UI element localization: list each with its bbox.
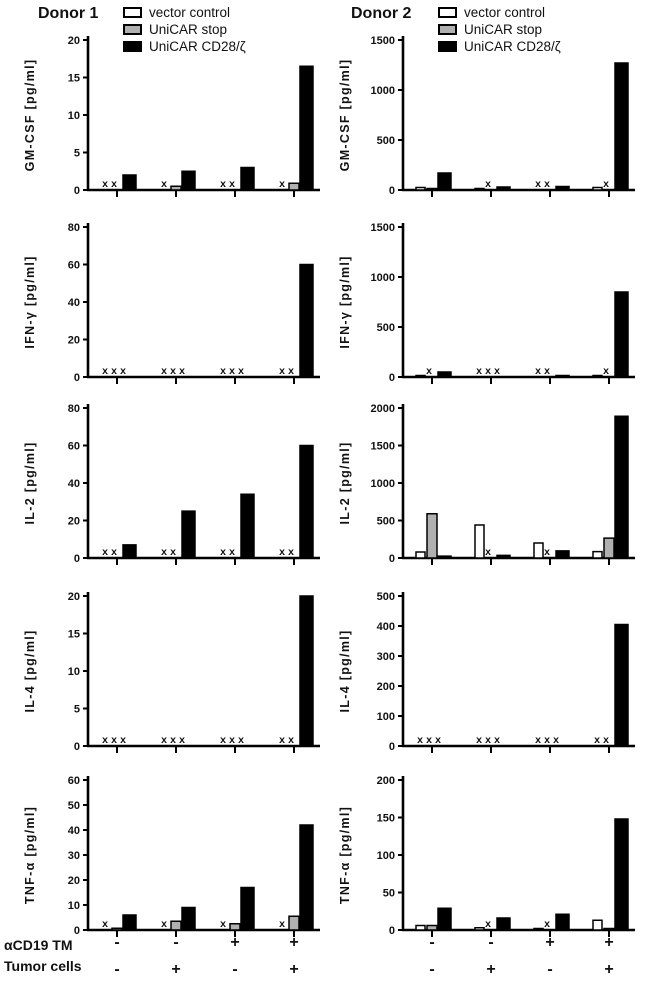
y-tick-label: 40 <box>67 297 80 309</box>
below-detection-marker: x <box>179 734 185 746</box>
y-tick-label: 20 <box>67 334 80 347</box>
below-detection-marker: x <box>220 178 226 190</box>
bar-unicar-cd28z <box>556 376 569 378</box>
bar-vector-control <box>416 926 425 931</box>
y-tick-label: 0 <box>388 741 395 753</box>
bar-unicar-cd28z <box>123 545 136 558</box>
y-axis-label: IFN-γ [pg/ml] <box>23 255 37 349</box>
bar-vector-control <box>534 543 543 558</box>
bar-unicar-stop <box>230 924 240 930</box>
below-detection-marker: x <box>111 178 117 190</box>
bar-vector-control <box>416 552 425 558</box>
y-tick-label: 20 <box>67 515 80 528</box>
below-detection-marker: x <box>161 178 167 190</box>
vector-control-swatch-icon <box>123 7 142 18</box>
bar-unicar-stop <box>604 538 614 558</box>
below-detection-marker: x <box>279 734 285 746</box>
below-detection-marker: x <box>170 734 176 746</box>
y-axis-label: IFN-γ [pg/ml] <box>338 255 352 349</box>
below-detection-marker: x <box>111 546 117 558</box>
y-tick-label: 150 <box>376 812 395 825</box>
y-tick-label: 1500 <box>370 222 395 234</box>
y-tick-label: 50 <box>67 800 80 812</box>
below-detection-marker: x <box>111 365 117 377</box>
y-tick-label: 20 <box>67 875 80 887</box>
y-tick-label: 10 <box>67 110 80 122</box>
y-tick-label: 500 <box>376 322 395 334</box>
below-detection-marker: x <box>238 734 244 746</box>
chart-donor2-gm-csf <box>323 30 640 206</box>
bar-unicar-cd28z <box>556 187 569 191</box>
y-axis-label: GM-CSF [pg/ml] <box>23 58 37 172</box>
y-tick-label: 20 <box>67 35 80 47</box>
bar-unicar-cd28z <box>300 446 313 559</box>
bar-chart-svg <box>8 398 325 574</box>
below-detection-marker: x <box>170 546 176 558</box>
bar-chart-svg <box>8 586 325 762</box>
bar-unicar-cd28z <box>556 914 569 930</box>
y-tick-label: 30 <box>67 850 80 862</box>
below-detection-marker: x <box>102 918 108 930</box>
y-tick-label: 60 <box>67 440 80 453</box>
below-detection-marker: x <box>494 734 500 746</box>
bar-chart-svg <box>323 30 640 206</box>
acd19-sign-d1-g2: - <box>173 934 179 951</box>
bar-unicar-cd28z <box>182 171 195 190</box>
bar-unicar-cd28z <box>123 915 136 930</box>
below-detection-marker: x <box>485 178 491 190</box>
below-detection-marker: x <box>535 178 541 190</box>
below-detection-marker: x <box>544 546 550 558</box>
legend-label: UniCAR CD28/ζ <box>149 39 246 54</box>
below-detection-marker: x <box>220 546 226 558</box>
y-tick-label: 100 <box>376 850 395 862</box>
bar-unicar-cd28z <box>438 372 451 377</box>
below-detection-marker: x <box>220 365 226 377</box>
tumor-sign-d2-g2: + <box>486 961 496 978</box>
bar-unicar-stop <box>171 921 181 930</box>
y-tick-label: 5 <box>73 703 80 716</box>
y-tick-label: 60 <box>67 259 80 272</box>
y-axis-label: TNF-α [pg/ml] <box>23 805 37 905</box>
below-detection-marker: x <box>594 734 600 746</box>
y-tick-label: 5 <box>73 147 80 160</box>
legend-item-vector-control <box>123 4 246 21</box>
y-tick-label: 80 <box>67 403 80 415</box>
legend-label: UniCAR stop <box>149 22 228 37</box>
below-detection-marker: x <box>279 365 285 377</box>
bar-vector-control <box>593 376 602 378</box>
bar-chart-svg <box>323 398 640 574</box>
below-detection-marker: x <box>229 178 235 190</box>
bar-unicar-cd28z <box>300 596 313 746</box>
tumor-cells-row-label: Tumor cells <box>4 958 82 974</box>
below-detection-marker: x <box>603 178 609 190</box>
bar-unicar-cd28z <box>241 168 254 191</box>
bar-unicar-cd28z <box>497 555 510 558</box>
tumor-sign-d2-g3: - <box>547 961 553 978</box>
y-tick-label: 15 <box>67 628 80 641</box>
tumor-sign-d1-g2: + <box>171 961 181 978</box>
bar-vector-control <box>475 525 484 558</box>
bar-vector-control <box>534 929 543 931</box>
below-detection-marker: x <box>535 734 541 746</box>
y-tick-label: 40 <box>67 825 80 837</box>
bar-unicar-stop <box>427 514 437 558</box>
below-detection-marker: x <box>485 546 491 558</box>
bar-unicar-stop <box>112 928 122 930</box>
below-detection-marker: x <box>161 546 167 558</box>
bar-unicar-cd28z <box>182 908 195 931</box>
legend-label: UniCAR CD28/ζ <box>464 39 561 54</box>
y-tick-label: 0 <box>388 925 395 937</box>
bar-unicar-stop <box>427 189 437 191</box>
tumor-sign-d1-g1: - <box>114 961 120 978</box>
below-detection-marker: x <box>229 734 235 746</box>
vector-control-swatch-icon <box>438 7 457 18</box>
y-tick-label: 1000 <box>370 272 395 284</box>
bar-unicar-cd28z <box>615 625 628 747</box>
bar-vector-control <box>416 376 425 378</box>
y-tick-label: 200 <box>376 775 395 787</box>
below-detection-marker: x <box>161 734 167 746</box>
y-axis-label: TNF-α [pg/ml] <box>338 805 352 905</box>
bar-chart-svg <box>323 770 640 946</box>
bar-unicar-cd28z <box>123 175 136 190</box>
y-tick-label: 10 <box>67 666 80 678</box>
y-tick-label: 40 <box>67 478 80 490</box>
y-tick-label: 500 <box>376 515 395 528</box>
acd19-sign-d1-g3: + <box>230 934 240 951</box>
y-tick-label: 500 <box>376 591 395 603</box>
bar-unicar-cd28z <box>438 908 451 930</box>
below-detection-marker: x <box>229 546 235 558</box>
below-detection-marker: x <box>220 734 226 746</box>
bar-unicar-stop <box>289 183 299 190</box>
below-detection-marker: x <box>102 178 108 190</box>
bar-unicar-stop <box>427 926 437 931</box>
below-detection-marker: x <box>426 734 432 746</box>
below-detection-marker: x <box>220 918 226 930</box>
bar-unicar-cd28z <box>241 888 254 931</box>
bar-unicar-cd28z <box>615 292 628 377</box>
y-tick-label: 2000 <box>370 403 395 415</box>
y-axis-label: IL-2 [pg/ml] <box>23 441 37 525</box>
donor2-title: Donor 2 <box>351 5 412 22</box>
y-tick-label: 100 <box>376 711 395 723</box>
y-tick-label: 300 <box>376 651 395 663</box>
below-detection-marker: x <box>279 178 285 190</box>
below-detection-marker: x <box>435 734 441 746</box>
below-detection-marker: x <box>161 365 167 377</box>
bar-unicar-cd28z <box>438 173 451 190</box>
y-tick-label: 0 <box>73 185 80 197</box>
chart-donor2-il-2 <box>323 398 640 574</box>
y-axis-label: GM-CSF [pg/ml] <box>338 58 352 172</box>
y-tick-label: 80 <box>67 222 80 234</box>
below-detection-marker: x <box>494 365 500 377</box>
legend-item-vector-control <box>438 4 561 21</box>
bar-vector-control <box>475 928 484 930</box>
bar-unicar-stop <box>604 929 614 931</box>
below-detection-marker: x <box>553 734 559 746</box>
bar-unicar-cd28z <box>300 66 313 190</box>
below-detection-marker: x <box>102 734 108 746</box>
below-detection-marker: x <box>161 918 167 930</box>
bar-unicar-cd28z <box>615 819 628 930</box>
donor1-title: Donor 1 <box>38 5 99 22</box>
y-tick-label: 200 <box>376 681 395 693</box>
below-detection-marker: x <box>426 365 432 377</box>
y-tick-label: 0 <box>388 553 395 565</box>
chart-donor1-il-4 <box>8 586 325 762</box>
below-detection-marker: x <box>544 365 550 377</box>
bar-vector-control <box>475 189 484 191</box>
below-detection-marker: x <box>279 918 285 930</box>
below-detection-marker: x <box>179 365 185 377</box>
below-detection-marker: x <box>544 734 550 746</box>
acd19-tm-row-label: αCD19 TM <box>4 937 73 953</box>
bar-unicar-cd28z <box>497 918 510 930</box>
y-tick-label: 10 <box>67 900 80 912</box>
y-tick-label: 50 <box>382 887 395 900</box>
y-tick-label: 0 <box>388 185 395 197</box>
bar-unicar-cd28z <box>556 551 569 558</box>
y-tick-label: 20 <box>67 591 80 603</box>
y-tick-label: 60 <box>67 775 80 787</box>
below-detection-marker: x <box>229 365 235 377</box>
y-tick-label: 0 <box>388 372 395 384</box>
below-detection-marker: x <box>288 365 294 377</box>
tumor-sign-d2-g1: - <box>429 961 435 978</box>
below-detection-marker: x <box>535 365 541 377</box>
chart-donor2-tnf-alpha <box>323 770 640 946</box>
bar-vector-control <box>593 552 602 558</box>
below-detection-marker: x <box>485 365 491 377</box>
chart-donor2-il-4 <box>323 586 640 762</box>
legend-label: UniCAR stop <box>464 22 543 37</box>
chart-donor2-ifn-gamma <box>323 217 640 393</box>
acd19-sign-d1-g1: - <box>114 934 120 951</box>
tumor-sign-d1-g3: - <box>232 961 238 978</box>
bar-vector-control <box>593 188 602 191</box>
acd19-sign-d2-g2: - <box>488 934 494 951</box>
acd19-sign-d2-g4: + <box>604 934 614 951</box>
bar-unicar-stop <box>289 916 299 930</box>
y-tick-label: 0 <box>73 372 80 384</box>
below-detection-marker: x <box>603 365 609 377</box>
y-axis-label: IL-4 [pg/ml] <box>338 629 352 713</box>
bar-chart-svg <box>323 217 640 393</box>
acd19-sign-d2-g1: - <box>429 934 435 951</box>
bar-chart-svg <box>8 217 325 393</box>
chart-donor1-il-2 <box>8 398 325 574</box>
below-detection-marker: x <box>279 546 285 558</box>
y-axis-label: IL-2 [pg/ml] <box>338 441 352 525</box>
chart-donor1-gm-csf <box>8 30 325 206</box>
bar-unicar-cd28z <box>241 494 254 558</box>
bar-chart-svg <box>323 586 640 762</box>
bar-unicar-cd28z <box>300 265 313 378</box>
y-tick-label: 15 <box>67 72 80 85</box>
y-axis-label: IL-4 [pg/ml] <box>23 629 37 713</box>
bar-chart-svg <box>8 770 325 946</box>
bar-unicar-cd28z <box>615 416 628 558</box>
bar-unicar-cd28z <box>300 825 313 930</box>
below-detection-marker: x <box>544 178 550 190</box>
tumor-sign-d1-g4: + <box>289 961 299 978</box>
below-detection-marker: x <box>485 918 491 930</box>
below-detection-marker: x <box>417 734 423 746</box>
chart-donor1-tnf-alpha <box>8 770 325 946</box>
y-tick-label: 1000 <box>370 478 395 490</box>
y-tick-label: 400 <box>376 621 395 633</box>
y-tick-label: 0 <box>73 925 80 937</box>
below-detection-marker: x <box>603 734 609 746</box>
bar-unicar-cd28z <box>438 556 451 558</box>
below-detection-marker: x <box>120 365 126 377</box>
below-detection-marker: x <box>111 734 117 746</box>
chart-donor1-ifn-gamma <box>8 217 325 393</box>
y-tick-label: 1500 <box>370 35 395 47</box>
legend-label: vector control <box>464 5 546 20</box>
bar-unicar-cd28z <box>615 63 628 190</box>
below-detection-marker: x <box>476 734 482 746</box>
legend-label: vector control <box>149 5 231 20</box>
bar-vector-control <box>416 188 425 191</box>
y-tick-label: 1000 <box>370 85 395 97</box>
bar-unicar-cd28z <box>182 511 195 558</box>
y-tick-label: 0 <box>73 553 80 565</box>
below-detection-marker: x <box>288 546 294 558</box>
below-detection-marker: x <box>238 365 244 377</box>
below-detection-marker: x <box>485 734 491 746</box>
below-detection-marker: x <box>120 734 126 746</box>
tumor-sign-d2-g4: + <box>604 961 614 978</box>
acd19-sign-d2-g3: + <box>545 934 555 951</box>
below-detection-marker: x <box>102 546 108 558</box>
bar-unicar-cd28z <box>497 187 510 190</box>
y-tick-label: 500 <box>376 135 395 147</box>
bar-vector-control <box>593 920 602 930</box>
y-tick-label: 0 <box>73 741 80 753</box>
below-detection-marker: x <box>102 365 108 377</box>
below-detection-marker: x <box>170 365 176 377</box>
bar-chart-svg <box>8 30 325 206</box>
below-detection-marker: x <box>288 734 294 746</box>
y-tick-label: 1500 <box>370 440 395 453</box>
acd19-sign-d1-g4: + <box>289 934 299 951</box>
bar-unicar-stop <box>171 186 181 190</box>
below-detection-marker: x <box>476 365 482 377</box>
below-detection-marker: x <box>544 918 550 930</box>
